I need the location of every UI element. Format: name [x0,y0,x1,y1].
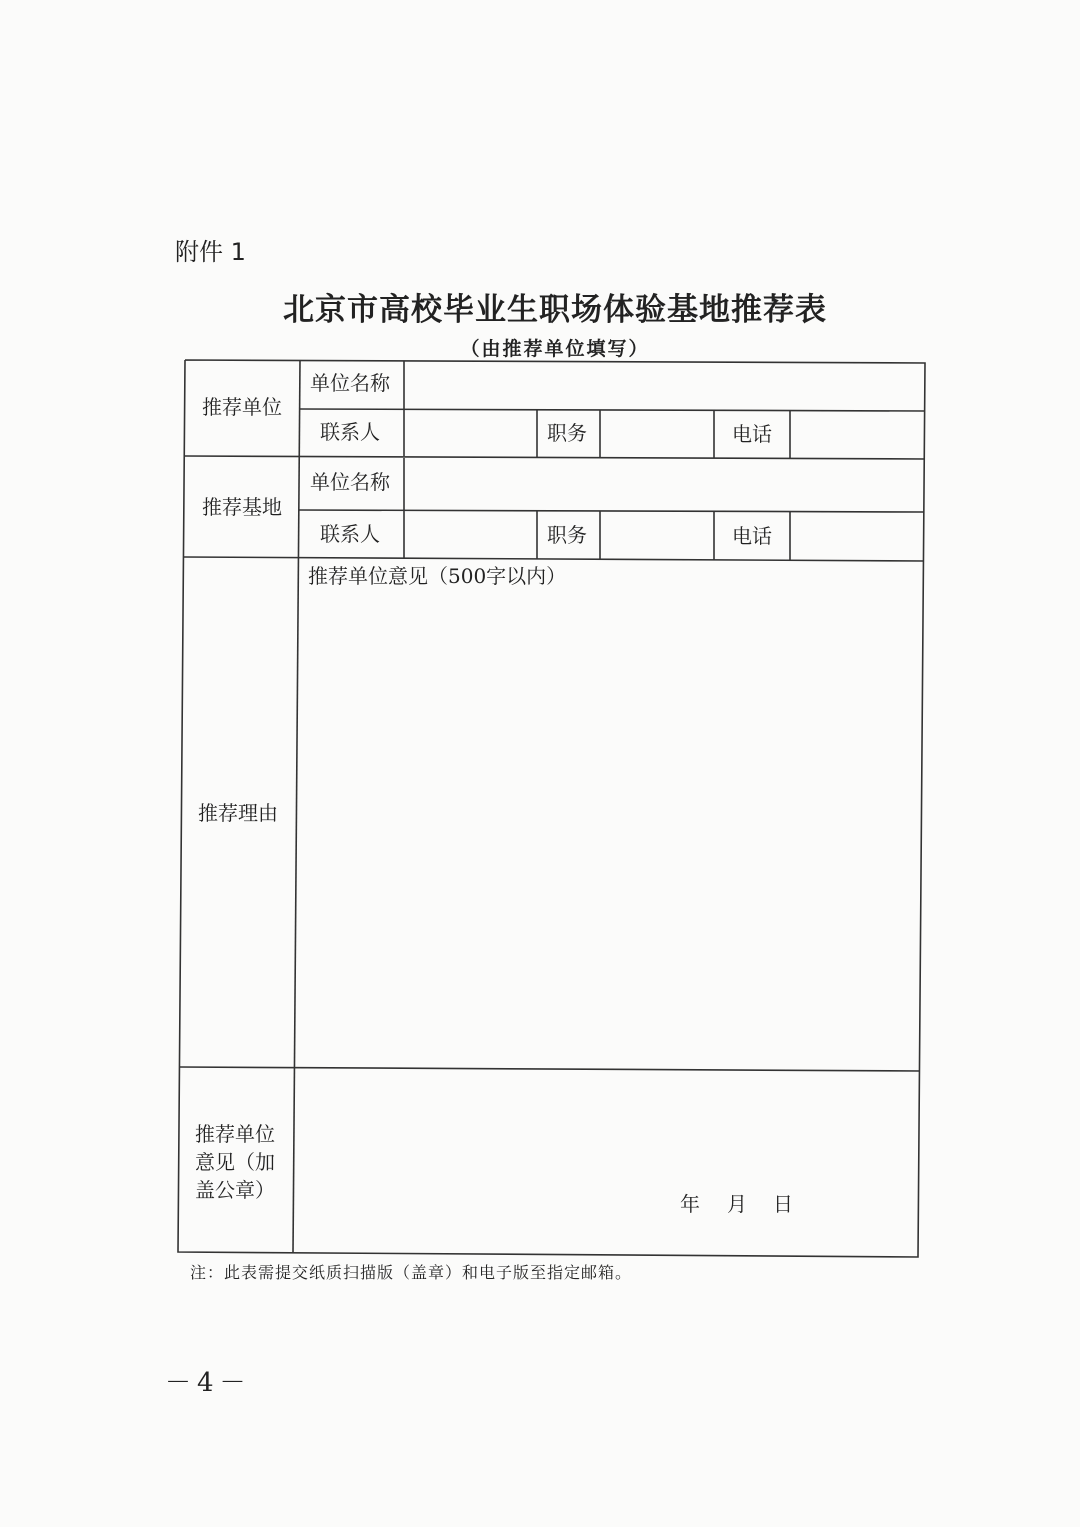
opinion-month-label: 月 [727,1192,747,1216]
base-phone-label: 电话 [732,524,772,548]
unit-contact-label: 联系人 [320,420,380,444]
footnote: 注：此表需提交纸质扫描版（盖章）和电子版至指定邮箱。 [190,1263,633,1282]
unit-section-label: 推荐单位 [202,395,282,419]
opinion-year-label: 年 [680,1192,700,1216]
page-number: －4－ [165,1368,252,1398]
reason-hint: 推荐单位意见（500字以内） [308,564,567,588]
base-name-label: 单位名称 [310,470,390,494]
reason-section-label: 推荐理由 [198,801,278,825]
base-section-label: 推荐基地 [202,495,282,519]
opinion-day-label: 日 [773,1192,793,1216]
form-subtitle: （由推荐单位填写） [460,338,650,360]
unit-name-label: 单位名称 [310,371,390,395]
unit-phone-label: 电话 [732,422,772,446]
attachment-label: 附件 1 [175,238,246,266]
opinion-section-label: 推荐单位意见（加盖公章） [195,1122,275,1202]
base-position-label: 职务 [547,523,587,547]
unit-position-label: 职务 [547,421,587,445]
form-title: 北京市高校毕业生职场体验基地推荐表 [283,292,827,328]
base-contact-label: 联系人 [320,522,380,546]
